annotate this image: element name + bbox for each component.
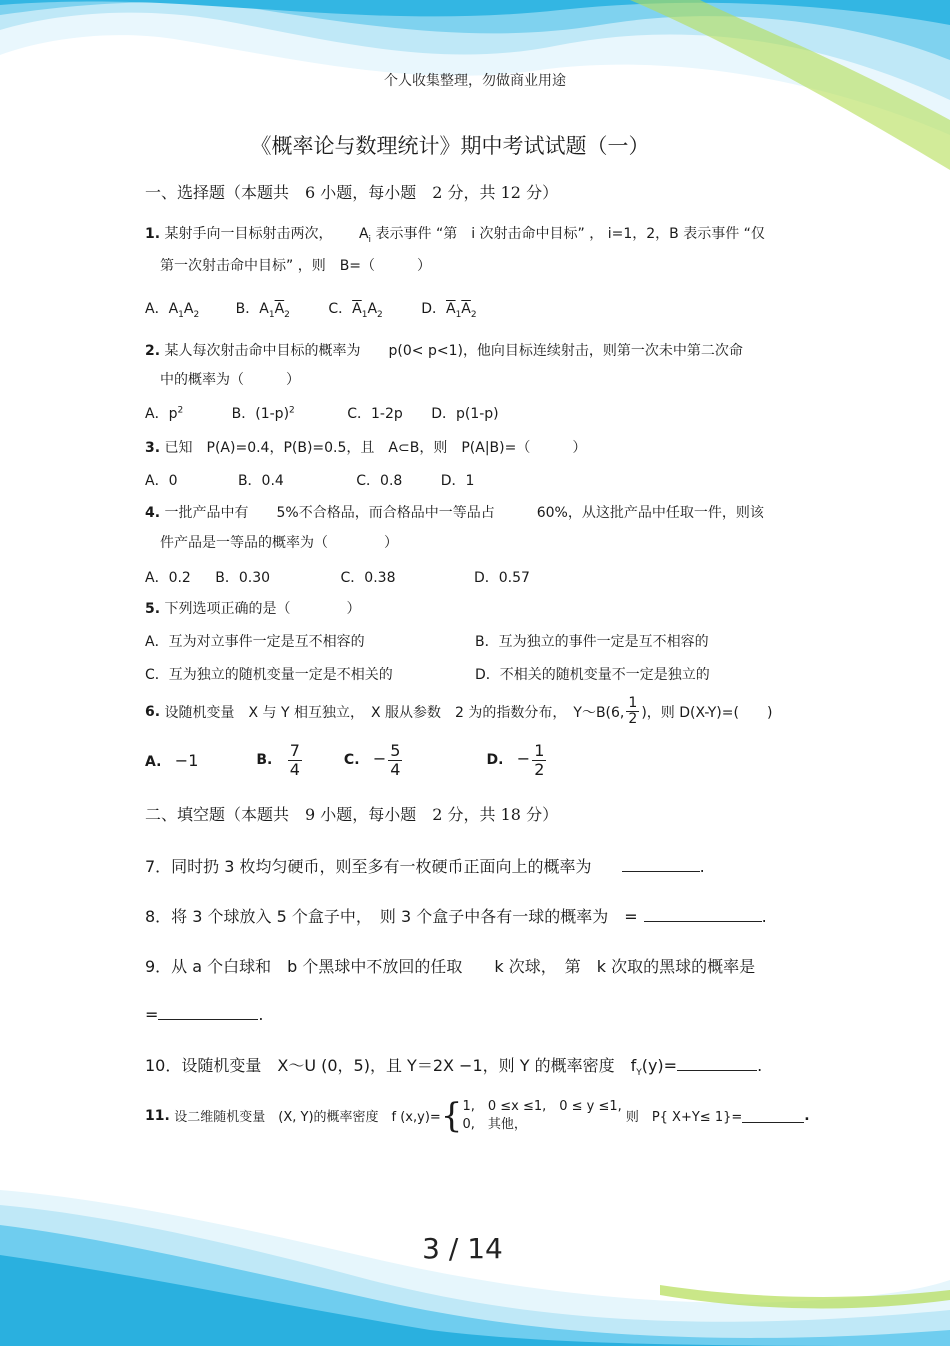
question-number: 2. [145,343,161,359]
event-symbol: $A_i$ [358,226,372,245]
question-6-options [145,742,548,778]
question-text: 设二维随机变量 (X, Y)的概率密度 f (x,y)= [174,1110,441,1126]
option-c: C．0.8 [356,473,403,489]
question-3-options [145,470,474,490]
question-5-option-a: A．互为对立事件一定是互不相容的 [145,634,365,650]
header-note: 个人收集整理，勿做商业用途 [384,73,566,89]
question-5-option-c: C．互为独立的随机变量一定是不相关的 [145,667,393,683]
question-9-line-1: 9．从 a 个白球和 b 个黑球中不放回的任取 k 次球， 第 k 次取的黑球的概率是 [145,957,756,976]
option-d: D．$\overline{A}_1\overline{A}_2$ [421,301,477,320]
question-10: 10．设随机变量 X～U (0，5)，且 Y＝2X −1，则 Y 的概率密度 $f_Y(y)=$ . [145,1056,763,1079]
question-number: 3. [145,440,161,456]
question-1-options [145,298,477,320]
piecewise-density: 1, 0 ≤x ≤1, 0 ≤ y ≤1, 0, 其他， [462,1099,622,1132]
question-5-option-d: D．不相关的随机变量不一定是独立的 [475,667,710,683]
option-a: A．0.2 [145,570,191,586]
question-2-options [145,403,499,423]
question-text: )，则 D(X-Y)=( ) [641,704,773,721]
question-number: 6. [145,703,161,720]
question-tail: 则 P{ X+Y≤ 1}= [625,1110,743,1126]
question-text: 表示事件 “第 i 次射击命中目标” ， i=1，2，B 表示事件 “仅 [375,226,765,242]
answer-blank [158,1005,258,1020]
question-9-line-2: = . [145,1005,264,1024]
option-a: A. −1 [145,750,199,770]
option-d: D．0.57 [473,570,530,586]
option-c: C．0.38 [340,570,396,586]
question-4-options [145,567,530,587]
brace: { [440,1095,463,1136]
question-1-line-2: 第一次射击命中目标” ，则 B=（ ） [160,258,432,274]
question-number: 1. [145,226,161,242]
option-b: B．$A_1\overline{A}_2$ [235,301,290,320]
option-b: B．$(1-p)^2$ [231,405,295,422]
question-number: 11. [145,1107,170,1124]
section-heading-choice: 一、选择题（本题共 6 小题，每小题 2 分，共 12 分） [145,183,559,202]
option-b: B．0.30 [215,570,271,586]
question-text: 已知 P(A)=0.4，P(B)=0.5，且 A⊂B，则 P(A|B)=（ ） [164,440,587,456]
option-c: C．1-2p [347,406,403,422]
option-a: A．0 [145,473,178,489]
question-4-line-2: 件产品是一等品的概率为（ ） [160,535,398,551]
option-d: D．1 [440,473,475,489]
option-d: D. − $\frac{1}{2}$ [486,741,545,779]
question-number: 5. [145,601,161,617]
question-11: 11. 设二维随机变量 (X, Y)的概率密度 f (x,y)= { 1, 0 ≤x ≤1, 0 ≤ y ≤1, 0, 其他， 则 P{ X+Y≤ 1}= . [145,1095,810,1136]
question-text: 下列选项正确的是（ ） [164,601,361,617]
question-text: 设随机变量 X 与 Y 相互独立， X 服从参数 2 为的指数分布， Y～B(6, [164,704,625,721]
question-8: 8．将 3 个球放入 5 个盒子中， 则 3 个盒子中各有一球的概率为 = . [145,907,767,926]
question-3-line-1 [145,437,586,457]
answer-blank [677,1056,757,1071]
question-7: 7．同时扔 3 枚均匀硬币，则至多有一枚硬币正面向上的概率为 . [145,857,705,876]
question-text: 某人每次射击命中目标的概率为 p(0< p<1)，他向目标连续射击，则第一次未中第二次命 [164,343,743,359]
fraction-one-half: $\frac{1}{2}$ [628,695,638,728]
question-2-line-2: 中的概率为（ ） [160,372,300,388]
page-number: 3 / 14 [422,1232,503,1265]
option-b: B．0.4 [237,473,284,489]
answer-blank [742,1108,804,1123]
option-a: A．$A_1A_2$ [145,301,200,320]
option-c: C. − $\frac{5}{4}$ [343,741,401,779]
question-number: 4. [145,505,161,521]
question-6-line-1 [145,696,772,728]
exam-title: 《概率论与数理统计》期中考试试题（一） [250,134,650,158]
option-d: D．p(1-p) [431,406,499,422]
option-b: B. $\frac{7}{4}$ [256,741,300,779]
option-a: A．$p^2$ [145,405,184,422]
question-2-line-1 [145,340,743,360]
question-5-line-1 [145,598,361,618]
question-1-line-1 [145,223,765,245]
section-heading-fill-blank: 二、填空题（本题共 9 小题，每小题 2 分，共 18 分） [145,805,559,824]
answer-blank [644,907,762,922]
answer-blank [622,857,700,872]
question-4-line-1 [145,502,764,522]
option-c: C．$\overline{A}_1A_2$ [328,301,383,320]
question-5-option-b: B．互为独立的事件一定是互不相容的 [475,634,709,650]
question-text: 一批产品中有 5%不合格品，而合格品中一等品占 60%，从这批产品中任取一件，则该 [164,505,764,521]
question-text: 某射手向一目标射击两次， [164,226,333,242]
